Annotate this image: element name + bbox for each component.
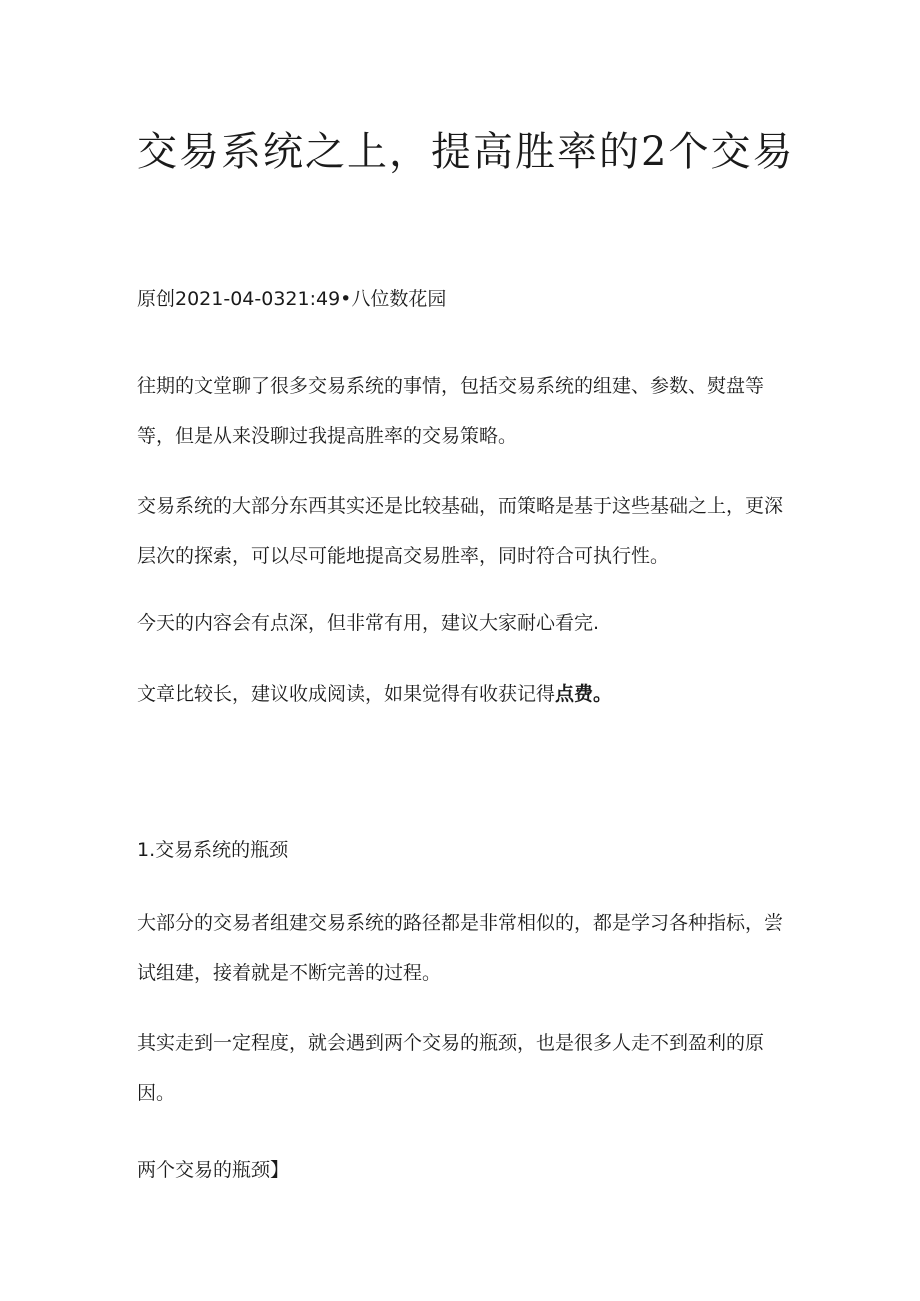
section-heading-two-bottlenecks: 两个交易的瓶颈】 (137, 1159, 290, 1181)
paragraph-bottleneck-reason: 其实走到一定程度，就会遇到两个交易的瓶颈，也是很多人走不到盈利的原因。 (137, 1032, 765, 1104)
paragraph-strategy: 交易系统的大部分东西其实还是比较基础，而策略是基于这些基础之上，更深层次的探索，可以尽可能地提高交易胜率，同时符合可执行性。 (137, 495, 784, 567)
save-tip-part-4: 点费。 (555, 683, 613, 705)
section-heading-bottleneck: 1.交易系统的瓶颈 (137, 839, 289, 861)
save-tip-part-2: 议收成阅读 (270, 683, 366, 705)
save-tip-part-1: 文章比较长，建 (137, 683, 271, 705)
article-meta: 原创2021-04-0321:49•八位数花园 (137, 288, 447, 310)
paragraph-save-tip (137, 679, 612, 710)
paragraph-path: 大部分的交易者组建交易系统的路径都是非常相似的，都是学习各种指标，尝试组建，接着就是不断完善的过程。 (137, 912, 784, 984)
paragraph-intro: 往期的文堂聊了很多交易系统的事情，包括交易系统的组建、参数、熨盘等等，但是从来没聊过我提高胜率的交易策略。 (137, 375, 765, 447)
save-tip-part-3: ，如果觉得有收获记得 (365, 683, 556, 705)
paragraph-reading-note: 今天的内容会有点深，但非常有用，建议大家耐心看完. (137, 612, 600, 634)
article-title: 交易系统之上，提高胜率的2个交易 (137, 129, 795, 175)
